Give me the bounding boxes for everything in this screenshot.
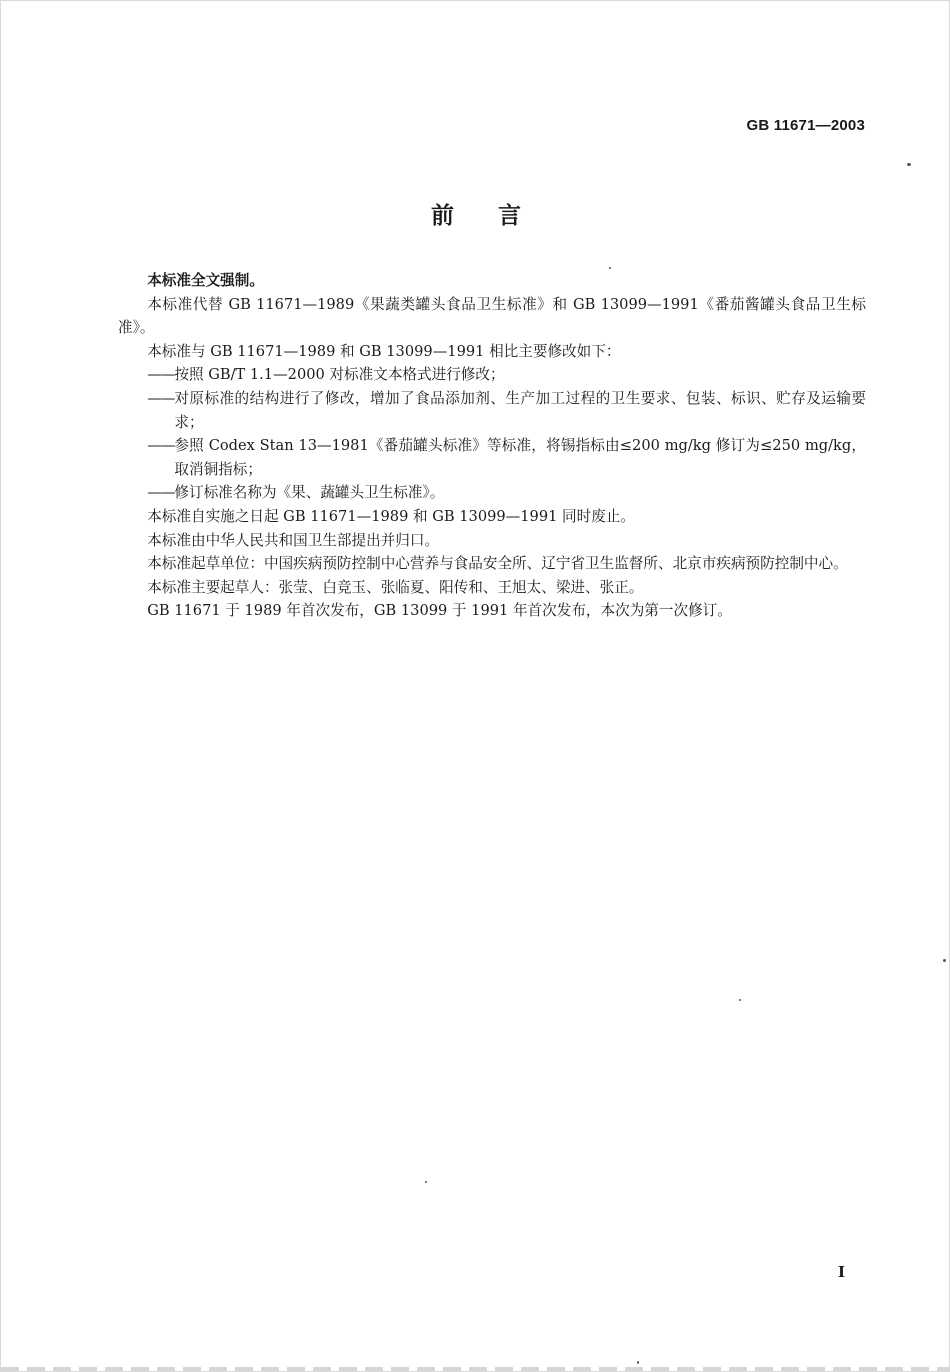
- dash-mark: ——: [147, 389, 175, 407]
- scan-edge: [1, 1367, 949, 1371]
- scan-speck: [425, 1181, 427, 1183]
- foreword-body: [118, 269, 866, 623]
- paragraph-drafters: 本标准主要起草人：张莹、白竞玉、张临夏、阳传和、王旭太、梁进、张正。: [147, 578, 644, 596]
- page-number: I: [837, 1263, 845, 1281]
- change-item: [118, 387, 866, 434]
- dash-mark: ——: [147, 437, 175, 455]
- paragraph-abolish: 本标准自实施之日起 GB 11671—1989 和 GB 13099—1991 同时废止。: [147, 507, 636, 525]
- scan-speck: [943, 959, 946, 962]
- paragraph-drafting-units: 本标准起草单位：中国疾病预防控制中心营养与食品安全所、辽宁省卫生监督所、北京市疾病预防控制中心。: [147, 555, 848, 573]
- change-item: [118, 434, 866, 481]
- scan-speck: [907, 163, 911, 166]
- scan-speck: [637, 1361, 639, 1364]
- change-item: [118, 481, 866, 505]
- change-item-text: 对原标准的结构进行了修改，增加了食品添加剂、生产加工过程的卫生要求、包装、标识、贮存及运输要求；: [174, 389, 866, 431]
- paragraph-mandatory: 本标准全文强制。: [147, 272, 264, 289]
- change-item: [118, 363, 866, 387]
- paragraph-changes-intro: 本标准与 GB 11671—1989 和 GB 13099—1991 相比主要修改如下：: [147, 342, 621, 360]
- change-item-text: 修订标准名称为《果、蔬罐头卫生标准》。: [174, 484, 445, 502]
- change-item-text: 按照 GB/T 1.1—2000 对标准文本格式进行修改；: [174, 366, 505, 384]
- paragraph-history: GB 11671 于 1989 年首次发布，GB 13099 于 1991 年首次发布，本次为第一次修订。: [147, 602, 732, 620]
- page-title: 前言: [431, 203, 565, 229]
- standard-number: GB 11671—2003: [746, 117, 865, 134]
- dash-mark: ——: [147, 366, 175, 384]
- paragraph-proposer: 本标准由中华人民共和国卫生部提出并归口。: [147, 531, 440, 549]
- change-item-text: 参照 Codex Stan 13—1981《番茄罐头标准》等标准，将锡指标由≤200 mg/kg 修订为≤250 mg/kg，取消铜指标；: [174, 437, 866, 478]
- dash-mark: ——: [147, 484, 175, 502]
- paragraph-replaces: 本标准代替 GB 11671—1989《果蔬类罐头食品卫生标准》和 GB 13099—1991《番茄酱罐头食品卫生标准》。: [118, 295, 866, 337]
- scan-speck: [609, 267, 611, 269]
- scan-speck: [739, 999, 741, 1001]
